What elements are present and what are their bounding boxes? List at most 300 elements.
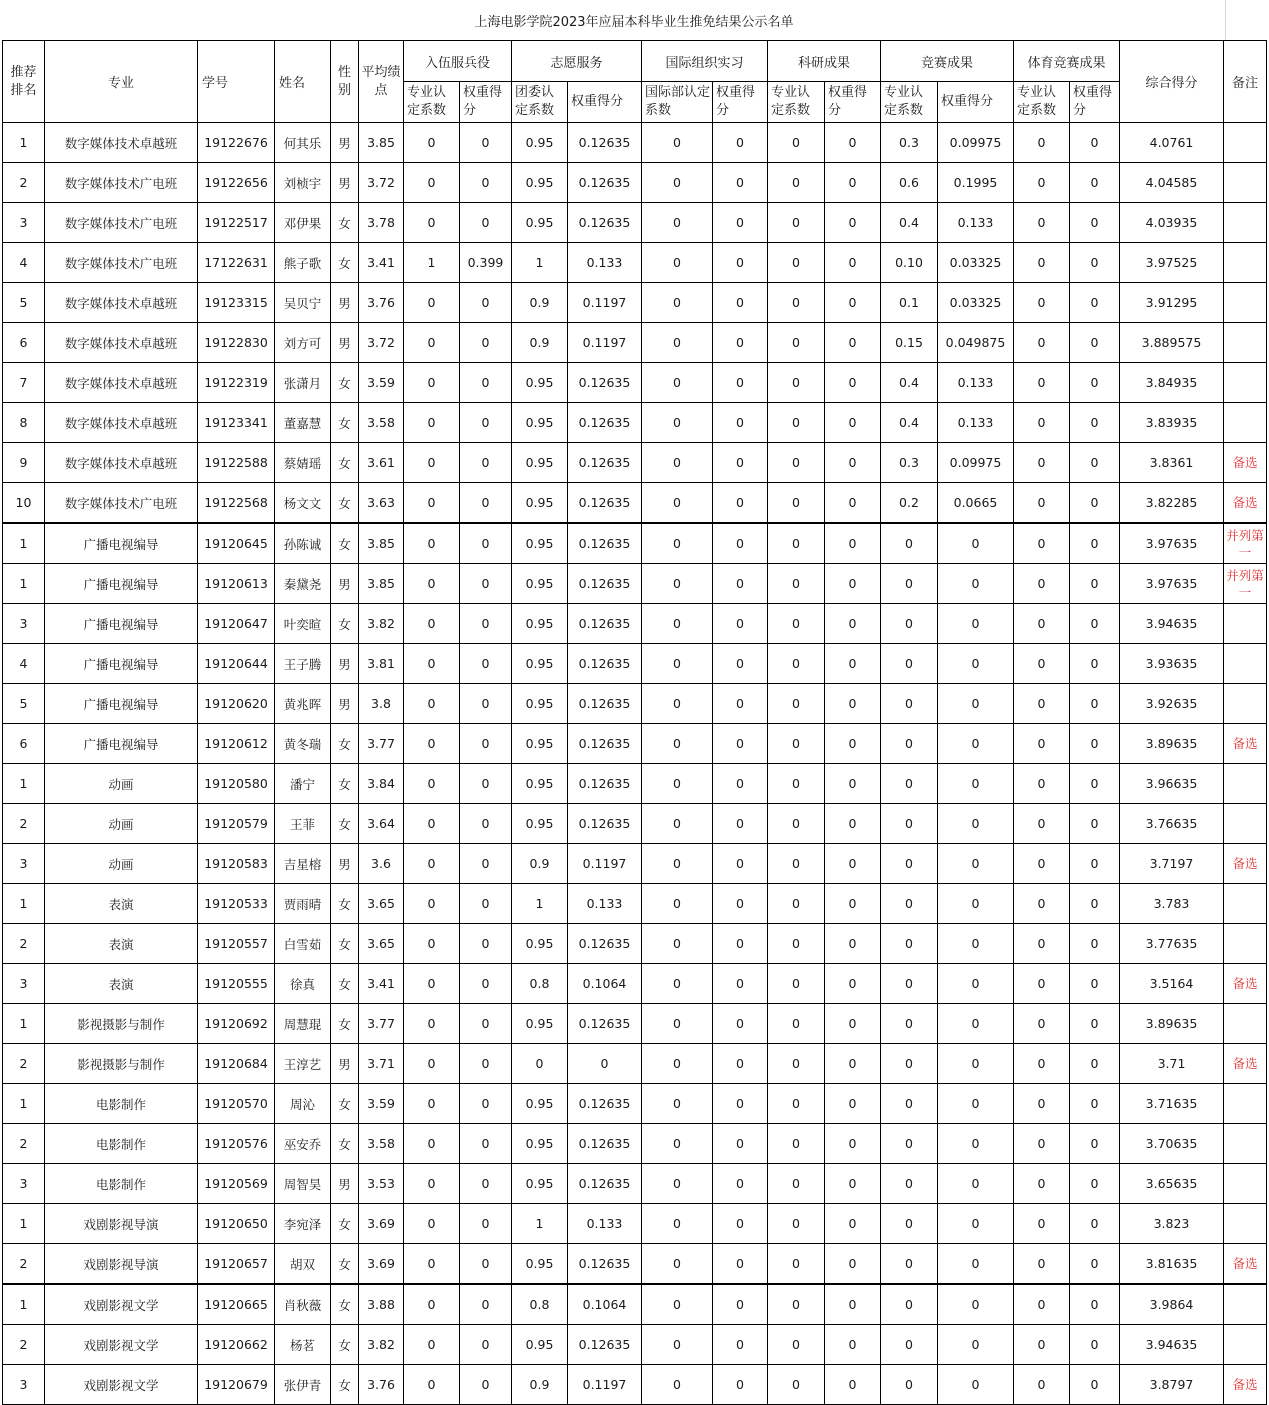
- major-cell: 动画: [45, 804, 198, 844]
- rank-cell: 2: [3, 924, 45, 964]
- sports-coef-cell: 0: [1014, 1044, 1070, 1084]
- volunteer-score-cell: 0.12635: [568, 403, 642, 443]
- header-volunteer: 志愿服务: [512, 41, 642, 82]
- volunteer-score-cell: 0.12635: [568, 604, 642, 644]
- sports-score-cell: 0: [1070, 1004, 1120, 1044]
- military-coef-cell: 0: [404, 724, 460, 764]
- gpa-cell: 3.82: [359, 1325, 404, 1365]
- military-score-cell: 0: [460, 1204, 512, 1244]
- total-score-cell: 3.97525: [1120, 243, 1224, 283]
- volunteer-score-cell: 0.12635: [568, 1004, 642, 1044]
- gender-cell: 女: [331, 924, 359, 964]
- research-coef-cell: 0: [768, 1044, 825, 1084]
- military-score-cell: 0: [460, 724, 512, 764]
- competition-coef-cell: 0: [881, 1004, 938, 1044]
- gpa-cell: 3.6: [359, 844, 404, 884]
- major-cell: 动画: [45, 844, 198, 884]
- sports-coef-cell: 0: [1014, 684, 1070, 724]
- volunteer-score-cell: 0.12635: [568, 203, 642, 243]
- volunteer-coef-cell: 0.95: [512, 764, 568, 804]
- table-row: [3, 1084, 1267, 1124]
- competition-coef-cell: 0.4: [881, 363, 938, 403]
- major-cell: 广播电视编导: [45, 724, 198, 764]
- sports-score-cell: 0: [1070, 523, 1120, 564]
- sports-coef-cell: 0: [1014, 323, 1070, 363]
- sports-coef-cell: 0: [1014, 1325, 1070, 1365]
- rank-cell: 10: [3, 483, 45, 524]
- research-score-cell: 0: [825, 1325, 881, 1365]
- military-coef-cell: 0: [404, 1164, 460, 1204]
- volunteer-coef-cell: 0.95: [512, 203, 568, 243]
- military-score-cell: 0: [460, 924, 512, 964]
- table-row: [3, 323, 1267, 363]
- volunteer-score-cell: 0.12635: [568, 684, 642, 724]
- sports-score-cell: 0: [1070, 323, 1120, 363]
- research-coef-cell: 0: [768, 884, 825, 924]
- total-score-cell: 3.9864: [1120, 1284, 1224, 1325]
- sports-coef-cell: 0: [1014, 1204, 1070, 1244]
- rank-cell: 2: [3, 1244, 45, 1285]
- intl-score-cell: 0: [713, 924, 768, 964]
- gender-cell: 女: [331, 1325, 359, 1365]
- gender-cell: 女: [331, 804, 359, 844]
- sports-coef-cell: 0: [1014, 123, 1070, 163]
- gpa-cell: 3.82: [359, 604, 404, 644]
- table-row: [3, 1365, 1267, 1405]
- gender-cell: 女: [331, 523, 359, 564]
- volunteer-score-cell: 0.12635: [568, 924, 642, 964]
- sports-score-cell: 0: [1070, 884, 1120, 924]
- competition-coef-cell: 0: [881, 1084, 938, 1124]
- military-score-cell: 0: [460, 1284, 512, 1325]
- sheet-title-row: [2, 0, 1266, 41]
- volunteer-score-cell: 0.12635: [568, 644, 642, 684]
- intl-score-cell: 0: [713, 644, 768, 684]
- gender-cell: 女: [331, 1004, 359, 1044]
- title-cell-divider: [1225, 0, 1226, 40]
- sports-score-cell: 0: [1070, 1084, 1120, 1124]
- sports-score-cell: 0: [1070, 924, 1120, 964]
- subheader-intl-coef: 国际部认定系数: [642, 82, 713, 123]
- student-id-cell: 19120692: [198, 1004, 275, 1044]
- military-score-cell: 0: [460, 844, 512, 884]
- rank-cell: 1: [3, 764, 45, 804]
- competition-score-cell: 0: [938, 1365, 1014, 1405]
- rank-cell: 4: [3, 644, 45, 684]
- sports-coef-cell: 0: [1014, 1124, 1070, 1164]
- total-score-cell: 3.71: [1120, 1044, 1224, 1084]
- sports-score-cell: 0: [1070, 203, 1120, 243]
- research-score-cell: 0: [825, 1044, 881, 1084]
- intl-coef-cell: 0: [642, 1284, 713, 1325]
- remark-cell: [1224, 804, 1267, 844]
- intl-coef-cell: 0: [642, 964, 713, 1004]
- competition-coef-cell: 0: [881, 1284, 938, 1325]
- research-score-cell: 0: [825, 123, 881, 163]
- competition-score-cell: 0.09975: [938, 123, 1014, 163]
- total-score-cell: 4.03935: [1120, 203, 1224, 243]
- sports-coef-cell: 0: [1014, 523, 1070, 564]
- remark-cell: [1224, 1204, 1267, 1244]
- table-row: [3, 844, 1267, 884]
- volunteer-score-cell: 0.12635: [568, 163, 642, 203]
- volunteer-coef-cell: 0.95: [512, 483, 568, 524]
- major-cell: 数字媒体技术卓越班: [45, 283, 198, 323]
- competition-score-cell: 0: [938, 804, 1014, 844]
- research-score-cell: 0: [825, 1084, 881, 1124]
- major-cell: 数字媒体技术卓越班: [45, 443, 198, 483]
- gender-cell: 男: [331, 564, 359, 604]
- remark-cell: [1224, 363, 1267, 403]
- table-row: [3, 964, 1267, 1004]
- major-cell: 数字媒体技术卓越班: [45, 403, 198, 443]
- gpa-cell: 3.76: [359, 283, 404, 323]
- volunteer-coef-cell: 0.95: [512, 443, 568, 483]
- gender-cell: 男: [331, 844, 359, 884]
- research-coef-cell: 0: [768, 163, 825, 203]
- intl-score-cell: 0: [713, 564, 768, 604]
- intl-score-cell: 0: [713, 1084, 768, 1124]
- research-score-cell: 0: [825, 804, 881, 844]
- research-score-cell: 0: [825, 1284, 881, 1325]
- volunteer-score-cell: 0.133: [568, 1204, 642, 1244]
- remark-cell: [1224, 1325, 1267, 1365]
- rank-cell: 3: [3, 1365, 45, 1405]
- remark-cell: [1224, 644, 1267, 684]
- name-cell: 黄兆晖: [275, 684, 331, 724]
- gender-cell: 男: [331, 283, 359, 323]
- military-coef-cell: 0: [404, 644, 460, 684]
- research-coef-cell: 0: [768, 203, 825, 243]
- student-id-cell: 19120662: [198, 1325, 275, 1365]
- rank-cell: 3: [3, 1164, 45, 1204]
- gpa-cell: 3.69: [359, 1244, 404, 1285]
- competition-coef-cell: 0: [881, 1365, 938, 1405]
- research-score-cell: 0: [825, 483, 881, 524]
- gender-cell: 女: [331, 724, 359, 764]
- rank-cell: 2: [3, 163, 45, 203]
- major-cell: 戏剧影视文学: [45, 1284, 198, 1325]
- rank-cell: 9: [3, 443, 45, 483]
- gpa-cell: 3.58: [359, 403, 404, 443]
- header-student-id: 学号: [198, 41, 275, 123]
- military-score-cell: 0: [460, 764, 512, 804]
- rank-cell: 1: [3, 1284, 45, 1325]
- student-id-cell: 19122517: [198, 203, 275, 243]
- gpa-cell: 3.65: [359, 884, 404, 924]
- military-coef-cell: 0: [404, 564, 460, 604]
- volunteer-coef-cell: 0.95: [512, 644, 568, 684]
- total-score-cell: 3.81635: [1120, 1244, 1224, 1285]
- research-score-cell: 0: [825, 283, 881, 323]
- volunteer-score-cell: 0.12635: [568, 804, 642, 844]
- research-score-cell: 0: [825, 163, 881, 203]
- research-score-cell: 0: [825, 443, 881, 483]
- table-row: [3, 443, 1267, 483]
- research-coef-cell: 0: [768, 243, 825, 283]
- military-score-cell: 0: [460, 564, 512, 604]
- name-cell: 杨茗: [275, 1325, 331, 1365]
- name-cell: 孙陈诚: [275, 523, 331, 564]
- student-id-cell: 19120645: [198, 523, 275, 564]
- research-coef-cell: 0: [768, 724, 825, 764]
- gpa-cell: 3.85: [359, 523, 404, 564]
- military-coef-cell: 0: [404, 1325, 460, 1365]
- research-coef-cell: 0: [768, 483, 825, 524]
- competition-score-cell: 0: [938, 1284, 1014, 1325]
- table-row: [3, 604, 1267, 644]
- total-score-cell: 3.70635: [1120, 1124, 1224, 1164]
- header-major: 专业: [45, 41, 198, 123]
- military-score-cell: 0: [460, 1365, 512, 1405]
- research-coef-cell: 0: [768, 1004, 825, 1044]
- intl-score-cell: 0: [713, 1325, 768, 1365]
- sports-score-cell: 0: [1070, 724, 1120, 764]
- remark-cell: [1224, 123, 1267, 163]
- sports-coef-cell: 0: [1014, 1365, 1070, 1405]
- intl-score-cell: 0: [713, 483, 768, 524]
- volunteer-coef-cell: 0.95: [512, 564, 568, 604]
- competition-score-cell: 0: [938, 844, 1014, 884]
- header-total-score: 综合得分: [1120, 41, 1224, 123]
- table-row: [3, 1284, 1267, 1325]
- research-score-cell: 0: [825, 844, 881, 884]
- competition-score-cell: 0: [938, 964, 1014, 1004]
- sports-coef-cell: 0: [1014, 644, 1070, 684]
- table-row: [3, 483, 1267, 524]
- sports-score-cell: 0: [1070, 1244, 1120, 1285]
- volunteer-coef-cell: 0.95: [512, 804, 568, 844]
- competition-coef-cell: 0: [881, 684, 938, 724]
- remark-cell: [1224, 243, 1267, 283]
- competition-score-cell: 0.133: [938, 203, 1014, 243]
- intl-coef-cell: 0: [642, 1244, 713, 1285]
- military-score-cell: 0: [460, 123, 512, 163]
- student-id-cell: 19123315: [198, 283, 275, 323]
- competition-score-cell: 0.133: [938, 403, 1014, 443]
- student-id-cell: 19120612: [198, 724, 275, 764]
- total-score-cell: 3.65635: [1120, 1164, 1224, 1204]
- gpa-cell: 3.77: [359, 1004, 404, 1044]
- intl-coef-cell: 0: [642, 764, 713, 804]
- competition-coef-cell: 0.4: [881, 403, 938, 443]
- intl-score-cell: 0: [713, 1284, 768, 1325]
- remark-cell: 并列第一: [1224, 564, 1267, 604]
- competition-coef-cell: 0: [881, 1204, 938, 1244]
- gender-cell: 女: [331, 1084, 359, 1124]
- intl-score-cell: 0: [713, 1244, 768, 1285]
- intl-score-cell: 0: [713, 844, 768, 884]
- name-cell: 白雪茹: [275, 924, 331, 964]
- military-score-cell: 0: [460, 1044, 512, 1084]
- research-coef-cell: 0: [768, 1124, 825, 1164]
- research-score-cell: 0: [825, 1204, 881, 1244]
- table-row: [3, 1244, 1267, 1285]
- competition-score-cell: 0: [938, 564, 1014, 604]
- military-coef-cell: 0: [404, 1044, 460, 1084]
- competition-score-cell: 0.1995: [938, 163, 1014, 203]
- volunteer-coef-cell: 0.8: [512, 964, 568, 1004]
- name-cell: 秦黛尧: [275, 564, 331, 604]
- intl-coef-cell: 0: [642, 283, 713, 323]
- sports-coef-cell: 0: [1014, 1244, 1070, 1285]
- military-coef-cell: 1: [404, 243, 460, 283]
- gender-cell: 男: [331, 644, 359, 684]
- rank-cell: 5: [3, 283, 45, 323]
- gpa-cell: 3.59: [359, 1084, 404, 1124]
- intl-score-cell: 0: [713, 1044, 768, 1084]
- sports-coef-cell: 0: [1014, 964, 1070, 1004]
- major-cell: 数字媒体技术卓越班: [45, 323, 198, 363]
- military-coef-cell: 0: [404, 283, 460, 323]
- competition-score-cell: 0: [938, 1004, 1014, 1044]
- gpa-cell: 3.71: [359, 1044, 404, 1084]
- gender-cell: 女: [331, 884, 359, 924]
- name-cell: 吉星榕: [275, 844, 331, 884]
- name-cell: 董嘉慧: [275, 403, 331, 443]
- intl-coef-cell: 0: [642, 884, 713, 924]
- volunteer-coef-cell: 0.95: [512, 724, 568, 764]
- volunteer-coef-cell: 0.8: [512, 1284, 568, 1325]
- gpa-cell: 3.8: [359, 684, 404, 724]
- table-row: [3, 764, 1267, 804]
- subheader-competition-coef: 专业认定系数: [881, 82, 938, 123]
- gender-cell: 女: [331, 1124, 359, 1164]
- intl-score-cell: 0: [713, 964, 768, 1004]
- total-score-cell: 3.96635: [1120, 764, 1224, 804]
- competition-coef-cell: 0.4: [881, 203, 938, 243]
- research-coef-cell: 0: [768, 1244, 825, 1285]
- intl-coef-cell: 0: [642, 924, 713, 964]
- sports-score-cell: 0: [1070, 1325, 1120, 1365]
- rank-cell: 3: [3, 203, 45, 243]
- military-score-cell: 0: [460, 1004, 512, 1044]
- competition-coef-cell: 0.3: [881, 123, 938, 163]
- competition-score-cell: 0: [938, 724, 1014, 764]
- table-row: [3, 1325, 1267, 1365]
- military-score-cell: 0: [460, 483, 512, 524]
- gpa-cell: 3.53: [359, 1164, 404, 1204]
- gpa-cell: 3.88: [359, 1284, 404, 1325]
- sports-coef-cell: 0: [1014, 804, 1070, 844]
- major-cell: 表演: [45, 884, 198, 924]
- major-cell: 戏剧影视导演: [45, 1244, 198, 1285]
- rank-cell: 2: [3, 804, 45, 844]
- intl-coef-cell: 0: [642, 363, 713, 403]
- table-row: [3, 363, 1267, 403]
- intl-coef-cell: 0: [642, 1084, 713, 1124]
- table-row: [3, 924, 1267, 964]
- name-cell: 王子腾: [275, 644, 331, 684]
- total-score-cell: 3.92635: [1120, 684, 1224, 724]
- military-score-cell: 0: [460, 163, 512, 203]
- rank-cell: 5: [3, 684, 45, 724]
- student-id-cell: 19120647: [198, 604, 275, 644]
- volunteer-score-cell: 0.12635: [568, 523, 642, 564]
- volunteer-score-cell: 0.12635: [568, 363, 642, 403]
- name-cell: 刘方可: [275, 323, 331, 363]
- student-id-cell: 19120679: [198, 1365, 275, 1405]
- intl-coef-cell: 0: [642, 1124, 713, 1164]
- military-coef-cell: 0: [404, 1365, 460, 1405]
- rank-cell: 7: [3, 363, 45, 403]
- sports-coef-cell: 0: [1014, 283, 1070, 323]
- military-score-cell: 0: [460, 804, 512, 844]
- intl-coef-cell: 0: [642, 203, 713, 243]
- gpa-cell: 3.59: [359, 363, 404, 403]
- research-score-cell: 0: [825, 764, 881, 804]
- gpa-cell: 3.69: [359, 1204, 404, 1244]
- sports-coef-cell: 0: [1014, 924, 1070, 964]
- military-score-cell: 0: [460, 403, 512, 443]
- sports-coef-cell: 0: [1014, 443, 1070, 483]
- gpa-cell: 3.64: [359, 804, 404, 844]
- student-id-cell: 19120684: [198, 1044, 275, 1084]
- rank-cell: 8: [3, 403, 45, 443]
- gpa-cell: 3.61: [359, 443, 404, 483]
- name-cell: 周智昊: [275, 1164, 331, 1204]
- volunteer-score-cell: 0.12635: [568, 483, 642, 524]
- student-id-cell: 19120533: [198, 884, 275, 924]
- name-cell: 蔡婧瑶: [275, 443, 331, 483]
- table-row: [3, 403, 1267, 443]
- total-score-cell: 3.7197: [1120, 844, 1224, 884]
- total-score-cell: 3.84935: [1120, 363, 1224, 403]
- military-score-cell: 0: [460, 323, 512, 363]
- military-score-cell: 0: [460, 1325, 512, 1365]
- sports-score-cell: 0: [1070, 1204, 1120, 1244]
- intl-score-cell: 0: [713, 283, 768, 323]
- research-coef-cell: 0: [768, 363, 825, 403]
- rank-cell: 1: [3, 1084, 45, 1124]
- research-score-cell: 0: [825, 1124, 881, 1164]
- table-row: [3, 684, 1267, 724]
- intl-coef-cell: 0: [642, 323, 713, 363]
- major-cell: 戏剧影视导演: [45, 1204, 198, 1244]
- sports-coef-cell: 0: [1014, 564, 1070, 604]
- sports-score-cell: 0: [1070, 804, 1120, 844]
- gender-cell: 男: [331, 684, 359, 724]
- header-rank: 推荐排名: [3, 41, 45, 123]
- military-coef-cell: 0: [404, 123, 460, 163]
- research-coef-cell: 0: [768, 844, 825, 884]
- major-cell: 广播电视编导: [45, 523, 198, 564]
- volunteer-coef-cell: 1: [512, 1204, 568, 1244]
- header-remark: 备注: [1224, 41, 1267, 123]
- major-cell: 广播电视编导: [45, 684, 198, 724]
- student-id-cell: 19120576: [198, 1124, 275, 1164]
- intl-coef-cell: 0: [642, 804, 713, 844]
- competition-score-cell: 0: [938, 1164, 1014, 1204]
- research-coef-cell: 0: [768, 604, 825, 644]
- volunteer-score-cell: 0.133: [568, 884, 642, 924]
- volunteer-coef-cell: 0.95: [512, 163, 568, 203]
- volunteer-score-cell: 0.12635: [568, 1244, 642, 1285]
- intl-score-cell: 0: [713, 163, 768, 203]
- research-coef-cell: 0: [768, 1204, 825, 1244]
- intl-score-cell: 0: [713, 604, 768, 644]
- gender-cell: 女: [331, 443, 359, 483]
- sports-coef-cell: 0: [1014, 203, 1070, 243]
- total-score-cell: 3.783: [1120, 884, 1224, 924]
- sports-coef-cell: 0: [1014, 1084, 1070, 1124]
- volunteer-score-cell: 0.12635: [568, 764, 642, 804]
- gender-cell: 女: [331, 764, 359, 804]
- research-coef-cell: 0: [768, 764, 825, 804]
- sports-coef-cell: 0: [1014, 1284, 1070, 1325]
- sports-score-cell: 0: [1070, 764, 1120, 804]
- volunteer-coef-cell: 0.9: [512, 323, 568, 363]
